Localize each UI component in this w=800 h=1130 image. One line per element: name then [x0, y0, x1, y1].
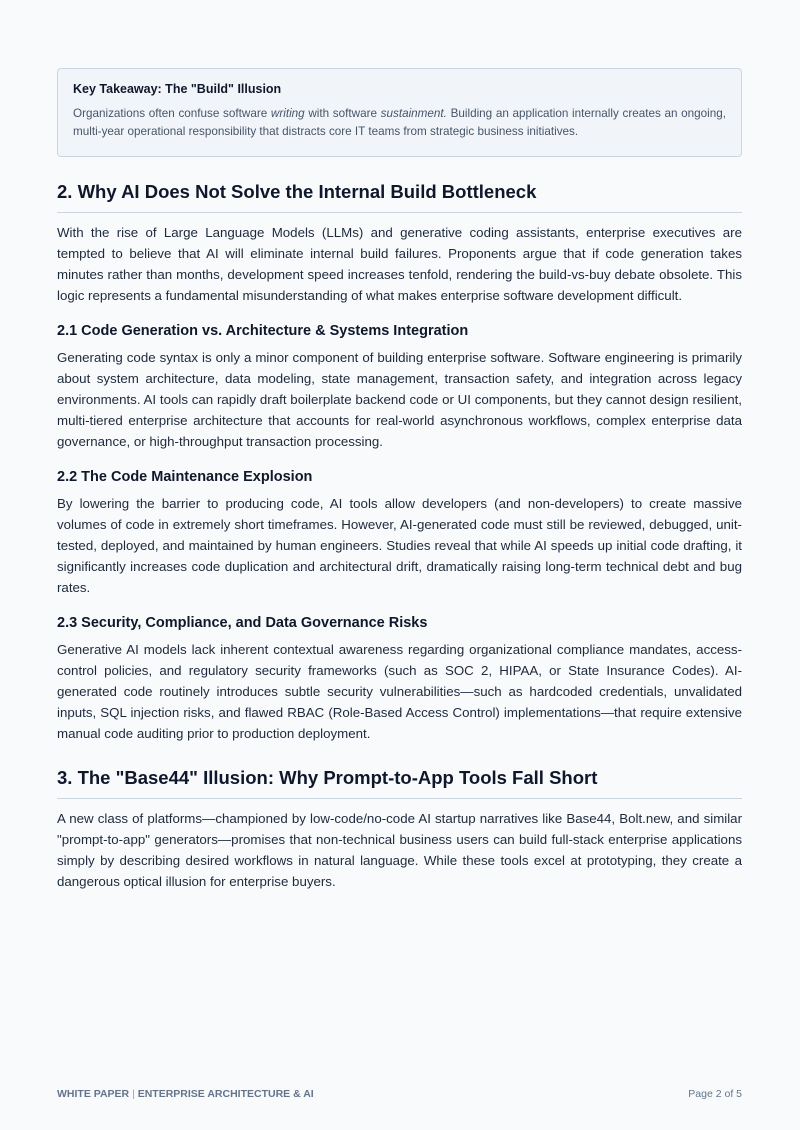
section-2-heading: 2. Why AI Does Not Solve the Internal Build Bottleneck	[57, 181, 742, 213]
section-3-paragraph: A new class of platforms—championed by low-code/no-code AI startup narratives like Base44, Bolt.new, and similar "prompt-to-app" generators—promises that non-technical business users can build full-stack enterprise applications simply by describing desired workflows in natural language. While these tools excel at prototyping, they create a dangerous optical illusion for enterprise buyers.	[57, 811, 742, 889]
document-page	[57, 68, 742, 892]
callout-title: Key Takeaway: The "Build" Illusion	[73, 82, 282, 96]
section-2-1-heading: 2.1 Code Generation vs. Architecture & Systems Integration	[57, 323, 469, 339]
section-2-1-paragraph: Generating code syntax is only a minor component of building enterprise software. Software engineering is primarily about system architecture, data modeling, state management, transaction safety, and integration across legacy environments. AI tools can rapidly draft boilerplate backend code or UI components, but they cannot design resilient, multi-tiered enterprise architecture that accounts for real-world asynchronous workflows, complex enterprise data governance, or high-throughput transaction processing.	[57, 350, 742, 449]
callout-body-text-3: Building an application internally creates an ongoing, multi-year operational responsibility that distracts core IT teams from strategic business initiatives.	[73, 107, 726, 138]
section-2-2	[57, 469, 742, 598]
section-2-1	[57, 323, 742, 452]
section-3-heading: 3. The "Base44" Illusion: Why Prompt-to-App Tools Fall Short	[57, 767, 742, 799]
footer-document-label	[57, 1088, 314, 1100]
footer-doc-topic: ENTERPRISE ARCHITECTURE & AI	[137, 1088, 314, 1100]
footer-page-number: Page 2 of 5	[688, 1088, 742, 1100]
section-2-2-paragraph: By lowering the barrier to producing code, AI tools allow developers (and non-developers) to create massive volumes of code in extremely short timeframes. However, AI-generated code must still be reviewed, debugged, unit-tested, deployed, and maintained by human engineers. Studies reveal that while AI speeds up initial code drafting, it significantly increases code duplication and architectural drift, dramatically raising long-term technical debt and bug rates.	[57, 496, 742, 595]
section-2	[57, 181, 742, 306]
callout-emphasis-writing: writing	[270, 107, 305, 120]
section-2-3	[57, 615, 742, 744]
section-2-3-heading: 2.3 Security, Compliance, and Data Governance Risks	[57, 615, 428, 631]
page-footer	[57, 1088, 742, 1100]
footer-doc-type: WHITE PAPER	[57, 1088, 130, 1100]
callout-body-text-2: with software	[304, 107, 381, 120]
section-2-2-heading: 2.2 The Code Maintenance Explosion	[57, 469, 313, 485]
key-takeaway-callout	[57, 68, 742, 157]
section-2-paragraph: With the rise of Large Language Models (LLMs) and generative coding assistants, enterprise executives are tempted to believe that AI will eliminate internal build failures. Proponents argue that if code generation takes minutes rather than months, development speed increases tenfold, rendering the build-vs-buy debate obsolete. This logic represents a fundamental misunderstanding of what makes enterprise software development difficult.	[57, 225, 742, 303]
section-3	[57, 767, 742, 892]
footer-separator: |	[129, 1088, 138, 1100]
section-2-3-paragraph: Generative AI models lack inherent contextual awareness regarding organizational compliance mandates, access-control policies, and regulatory security frameworks (such as SOC 2, HIPAA, or State Insurance Codes). AI-generated code routinely introduces subtle security vulnerabilities—such as hardcoded credentials, unvalidated inputs, SQL injection risks, and flawed RBAC (Role-Based Access Control) implementations—that require extensive manual code auditing prior to production deployment.	[57, 642, 742, 741]
callout-body	[73, 105, 726, 141]
callout-body-text-1: Organizations often confuse software	[73, 107, 271, 120]
callout-emphasis-sustainment: sustainment.	[380, 107, 447, 120]
